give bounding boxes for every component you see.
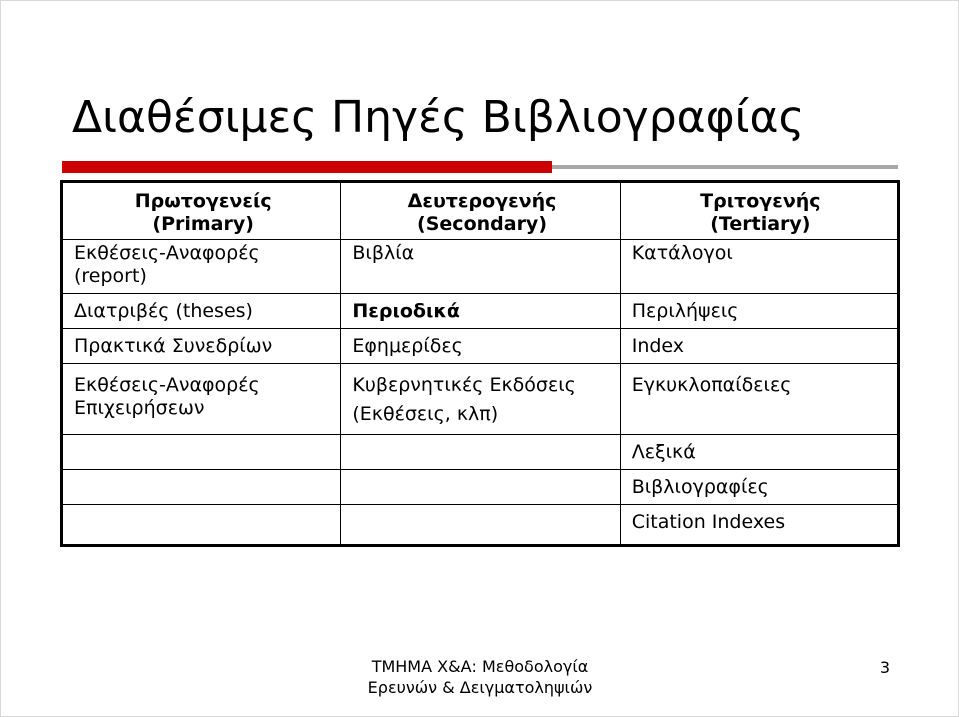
sources-table xyxy=(60,180,900,547)
cell-primary-text: Εκθέσεις-Αναφορές xyxy=(74,242,260,264)
header-secondary-greek: Δευτερογενής xyxy=(407,190,557,212)
cell-secondary xyxy=(341,364,620,435)
table-row xyxy=(62,364,899,435)
cell-tertiary-text: Λεξικά xyxy=(631,441,696,463)
cell-secondary-text: Εφημερίδες xyxy=(352,335,463,357)
cell-primary-text xyxy=(74,476,332,499)
cell-primary xyxy=(62,329,341,364)
cell-tertiary xyxy=(620,240,898,294)
table-row xyxy=(62,505,899,546)
cell-primary xyxy=(62,364,341,435)
cell-secondary-text: Βιβλία xyxy=(352,242,415,264)
cell-secondary xyxy=(341,435,620,470)
cell-primary xyxy=(62,240,341,294)
cell-tertiary xyxy=(620,470,898,505)
table-row xyxy=(62,240,899,294)
cell-primary xyxy=(62,294,341,329)
cell-secondary-text xyxy=(352,441,611,464)
header-tertiary-greek: Τριτογενής xyxy=(700,190,821,212)
cell-tertiary-text: Κατάλογοι xyxy=(631,242,733,264)
cell-tertiary-text: Βιβλιογραφίες xyxy=(631,476,769,498)
title-underline-accent xyxy=(62,161,552,173)
cell-primary-text xyxy=(74,511,332,534)
cell-secondary-text xyxy=(352,476,611,499)
cell-secondary xyxy=(341,329,620,364)
cell-tertiary-text: Index xyxy=(631,335,685,357)
cell-secondary xyxy=(341,240,620,294)
table-row xyxy=(62,470,899,505)
cell-primary-text xyxy=(74,441,332,464)
table-row xyxy=(62,294,899,329)
table-header-row xyxy=(62,182,899,240)
cell-tertiary-text: Εγκυκλοπαίδειες xyxy=(631,374,792,396)
page-number: 3 xyxy=(879,658,890,677)
footer xyxy=(330,656,630,698)
slide-title: Διαθέσιμες Πηγές Βιβλιογραφίας xyxy=(72,92,805,143)
cell-secondary-text-2: (Εκθέσεις, κλπ) xyxy=(352,403,499,425)
cell-tertiary xyxy=(620,505,898,546)
cell-primary-text-2: (report) xyxy=(74,265,147,287)
cell-secondary-text: Κυβερνητικές Εκδόσεις xyxy=(352,374,576,396)
header-primary-english: (Primary) xyxy=(152,213,254,235)
header-primary-greek: Πρωτογενείς xyxy=(134,190,272,212)
cell-tertiary-text: Citation Indexes xyxy=(631,511,786,533)
cell-secondary xyxy=(341,505,620,546)
cell-primary-text-2: Επιχειρήσεων xyxy=(74,397,205,419)
header-tertiary-english: (Tertiary) xyxy=(710,213,811,235)
cell-primary xyxy=(62,505,341,546)
cell-primary xyxy=(62,435,341,470)
cell-secondary-text: Περιοδικά xyxy=(352,300,460,322)
cell-tertiary-text: Περιλήψεις xyxy=(631,300,739,322)
cell-tertiary xyxy=(620,364,898,435)
cell-tertiary xyxy=(620,435,898,470)
footer-line-2: Ερευνών & Δειγματοληψιών xyxy=(367,678,593,697)
cell-primary-text: Διατριβές (theses) xyxy=(74,300,253,322)
cell-primary xyxy=(62,470,341,505)
cell-tertiary xyxy=(620,329,898,364)
cell-primary-text: Πρακτικά Συνεδρίων xyxy=(74,335,273,357)
cell-secondary-text xyxy=(352,511,611,534)
title-underline-rule xyxy=(552,165,898,169)
header-primary xyxy=(62,182,341,240)
cell-primary-text: Εκθέσεις-Αναφορές xyxy=(74,374,260,396)
cell-secondary xyxy=(341,294,620,329)
footer-line-1: ΤΜΗΜΑ Χ&Α: Μεθοδολογία xyxy=(371,657,589,676)
table-row xyxy=(62,329,899,364)
header-secondary-english: (Secondary) xyxy=(417,213,548,235)
header-tertiary xyxy=(620,182,898,240)
header-secondary xyxy=(341,182,620,240)
cell-tertiary xyxy=(620,294,898,329)
cell-secondary xyxy=(341,470,620,505)
table-row xyxy=(62,435,899,470)
